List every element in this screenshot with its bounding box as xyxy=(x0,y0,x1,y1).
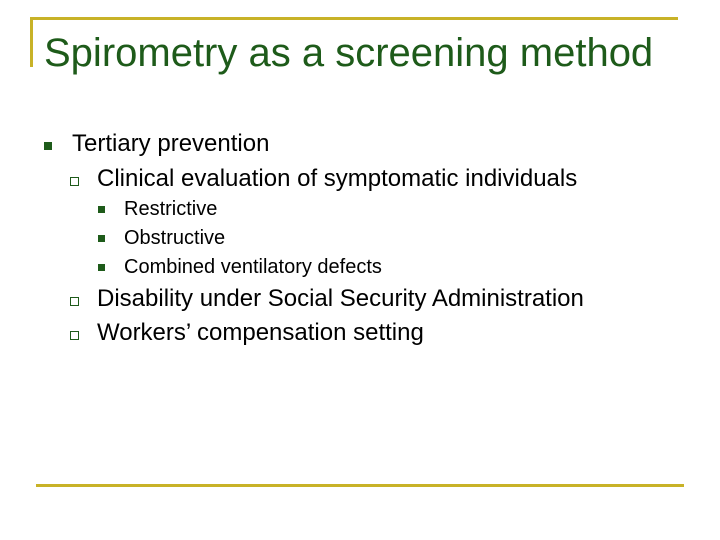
filled-square-bullet-icon xyxy=(98,264,105,271)
hollow-square-bullet-icon xyxy=(70,297,79,306)
bullet-text: Tertiary prevention xyxy=(72,130,270,157)
bullet-text: Disability under Social Security Administration xyxy=(97,285,584,312)
filled-square-bullet-icon xyxy=(44,142,52,150)
top-accent-rule xyxy=(30,17,678,20)
bullet-text: Clinical evaluation of symptomatic individuals xyxy=(97,165,578,192)
bullet-obstructive xyxy=(98,226,225,250)
bullet-disability-ssa xyxy=(70,285,584,313)
bullet-text: Obstructive xyxy=(124,227,226,249)
bullet-clinical-evaluation xyxy=(70,165,577,193)
bullet-restrictive xyxy=(98,197,217,221)
hollow-square-bullet-icon xyxy=(70,177,79,186)
filled-square-bullet-icon xyxy=(98,206,105,213)
bullet-text: Workers’ compensation setting xyxy=(97,319,424,346)
bottom-accent-rule xyxy=(36,484,684,487)
bullet-text: Combined ventilatory defects xyxy=(124,256,382,278)
filled-square-bullet-icon xyxy=(98,235,105,242)
bullet-combined-ventilatory-defects xyxy=(98,255,382,279)
bullet-workers-compensation xyxy=(70,319,424,347)
bullet-tertiary-prevention xyxy=(44,130,269,158)
bullet-text: Restrictive xyxy=(124,198,218,220)
hollow-square-bullet-icon xyxy=(70,331,79,340)
slide-title: Spirometry as a screening method xyxy=(44,31,654,75)
left-accent-rule xyxy=(30,17,33,67)
